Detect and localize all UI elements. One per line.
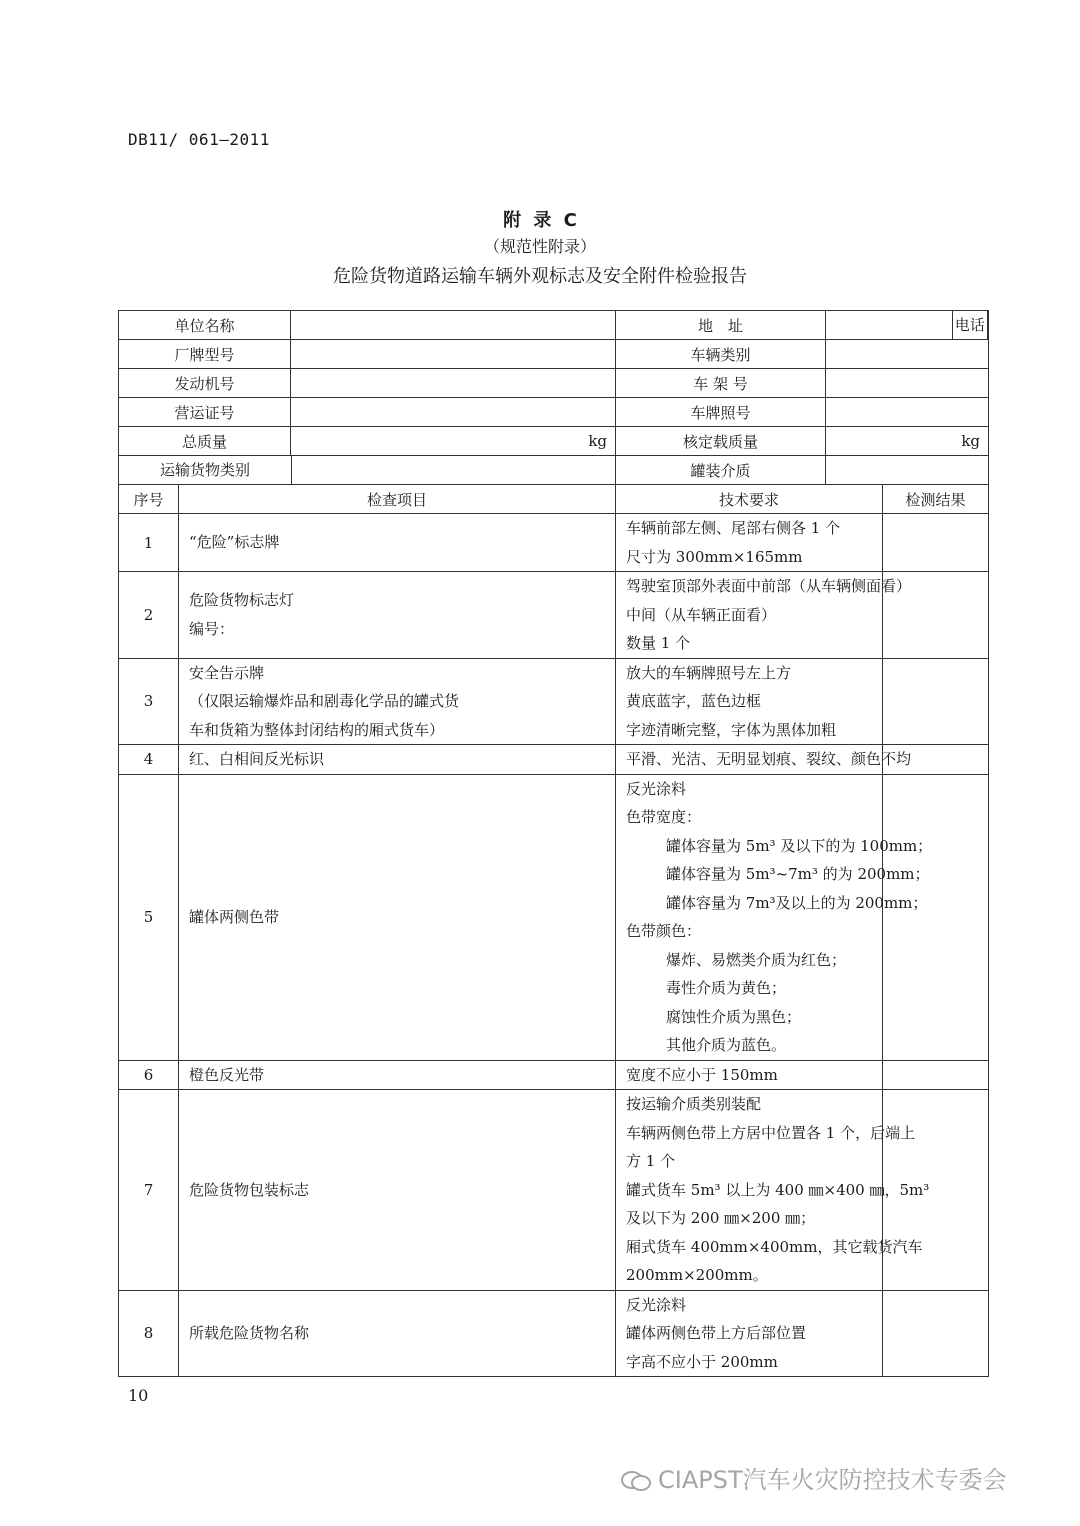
appendix-normative: （规范性附录） <box>483 237 596 256</box>
requirement-line: 车辆前部左侧、尾部右侧各 1 个 <box>626 519 841 537</box>
chassis-no-field[interactable] <box>826 369 989 398</box>
requirement-line: 驾驶室顶部外表面中前部（从车辆侧面看） <box>626 577 912 595</box>
col-item-header: 检查项目 <box>179 485 616 514</box>
rated-load-label: 核定载质量 <box>616 427 826 456</box>
tank-medium-label: 罐装介质 <box>616 456 826 485</box>
unit-name-label: 单位名称 <box>119 311 291 340</box>
requirement-line: 宽度不应小于 150mm <box>626 1065 778 1084</box>
check-result[interactable] <box>883 1060 989 1090</box>
check-item <box>179 1060 616 1090</box>
check-row <box>119 658 989 745</box>
vehicle-type-label: 车辆类别 <box>616 340 826 369</box>
col-result-header: 检测结果 <box>883 485 989 514</box>
check-item <box>179 774 616 1060</box>
check-item <box>179 514 616 572</box>
page-number: 10 <box>128 1386 149 1405</box>
check-item <box>179 745 616 775</box>
requirement-line: 按运输介质类别装配 <box>626 1095 762 1113</box>
col-req-header: 技术要求 <box>616 485 883 514</box>
watermark <box>620 1460 1007 1495</box>
rated-load-unit: kg <box>961 432 981 450</box>
check-seq: 7 <box>119 1090 179 1291</box>
check-requirement <box>616 514 883 572</box>
info-row-license <box>119 398 989 427</box>
requirement-line: 黄底蓝字，蓝色边框 <box>626 692 762 710</box>
requirement-line: 罐体两侧色带上方后部位置 <box>626 1324 807 1342</box>
column-header-row <box>119 485 989 514</box>
check-row <box>119 1090 989 1291</box>
report-title: 危险货物道路运输车辆外观标志及安全附件检验报告 <box>333 266 747 287</box>
requirement-line: 毒性介质为黄色； <box>666 979 787 997</box>
info-row-cargo <box>119 456 989 485</box>
watermark-text: CIAPST汽车火灾防控技术专委会 <box>658 1466 1007 1494</box>
check-item-line: （仅限运输爆炸品和剧毒化学品的罐式货 <box>189 692 460 710</box>
check-requirement <box>616 658 883 745</box>
check-result[interactable] <box>883 774 989 1060</box>
engine-no-label: 发动机号 <box>119 369 291 398</box>
plate-no-label: 车牌照号 <box>616 398 826 427</box>
address-field[interactable] <box>826 311 953 339</box>
check-seq: 3 <box>119 658 179 745</box>
check-requirement <box>616 1090 930 1291</box>
check-requirement <box>616 745 912 775</box>
brand-model-field[interactable] <box>291 340 616 369</box>
requirement-line: 腐蚀性介质为黑色； <box>666 1007 802 1026</box>
requirement-line: 字迹清晰完整，字体为黑体加粗 <box>626 720 837 739</box>
cargo-type-label: 运输货物类别 <box>119 456 292 484</box>
requirement-line: 尺寸为 300mm×165mm <box>626 547 803 566</box>
check-requirement <box>616 1060 883 1090</box>
check-item-line: 橙色反光带 <box>189 1065 265 1084</box>
phone-label: 电话 <box>953 311 988 339</box>
standard-number: DB11/ 061—2011 <box>128 130 270 149</box>
requirement-line: 中间（从车辆正面看） <box>626 605 777 624</box>
check-seq: 4 <box>119 745 179 775</box>
info-row-unit <box>119 311 989 340</box>
requirement-line: 反光涂料 <box>626 779 687 798</box>
check-row <box>119 774 989 1060</box>
check-result[interactable] <box>883 1290 989 1377</box>
check-item-line: 所载危险货物名称 <box>189 1324 310 1342</box>
check-item-line: “危险”标志牌 <box>189 533 280 552</box>
check-item <box>179 658 616 745</box>
requirement-line: 其他介质为蓝色。 <box>666 1036 787 1054</box>
unit-name-field[interactable] <box>291 311 616 340</box>
license-no-field[interactable] <box>291 398 616 427</box>
check-seq: 5 <box>119 774 179 1060</box>
rated-load-field[interactable] <box>826 427 989 456</box>
check-seq: 6 <box>119 1060 179 1090</box>
check-item <box>179 572 616 659</box>
check-rows <box>119 514 989 1377</box>
check-item-line: 罐体两侧色带 <box>189 907 280 926</box>
check-item-line: 危险货物标志灯 <box>189 591 295 610</box>
check-item-line: 安全告示牌 <box>189 663 265 682</box>
cargo-type-cell <box>119 456 616 485</box>
check-seq: 1 <box>119 514 179 572</box>
requirement-line: 罐体容量为 5m³~7m³ 的为 200mm； <box>666 865 930 883</box>
check-item <box>179 1090 616 1291</box>
info-row-engine <box>119 369 989 398</box>
plate-no-field[interactable] <box>826 398 989 427</box>
requirement-line: 色带宽度： <box>626 808 702 826</box>
info-row-brand <box>119 340 989 369</box>
total-mass-label: 总质量 <box>119 427 291 456</box>
requirement-line: 罐体容量为 7m³及以上的为 200mm； <box>666 893 928 912</box>
requirement-line: 方 1 个 <box>626 1152 676 1170</box>
requirement-line: 放大的车辆牌照号左上方 <box>626 663 792 682</box>
requirement-line: 罐式货车 5m³ 以上为 400 ㎜×400 ㎜，5m³ <box>626 1180 930 1199</box>
check-requirement <box>616 774 933 1060</box>
check-item-line: 编号： <box>189 619 235 638</box>
requirement-line: 爆炸、易燃类介质为红色； <box>666 950 847 969</box>
appendix-title: 附 录 C <box>503 210 577 231</box>
requirement-line: 罐体容量为 5m³ 及以下的为 100mm； <box>666 836 933 855</box>
check-seq: 8 <box>119 1290 179 1377</box>
check-row <box>119 1290 989 1377</box>
tank-medium-field[interactable] <box>826 456 989 485</box>
check-seq: 2 <box>119 572 179 659</box>
requirement-line: 平滑、光洁、无明显划痕、裂纹、颜色不均 <box>626 750 912 768</box>
col-seq-header: 序号 <box>119 485 179 514</box>
check-row <box>119 745 989 775</box>
engine-no-field[interactable] <box>291 369 616 398</box>
info-row-mass <box>119 427 989 456</box>
brand-model-label: 厂牌型号 <box>119 340 291 369</box>
check-row <box>119 514 989 572</box>
requirement-line: 色带颜色： <box>626 922 702 940</box>
check-item-line: 危险货物包装标志 <box>189 1180 310 1199</box>
wechat-icon <box>620 1470 652 1492</box>
address-phone-cell <box>826 311 989 340</box>
check-item-line: 红、白相间反光标识 <box>189 750 325 768</box>
requirement-line: 反光涂料 <box>626 1295 687 1314</box>
total-mass-unit: kg <box>588 432 608 450</box>
requirement-line: 200mm×200mm。 <box>626 1266 768 1284</box>
check-item-line: 车和货箱为整体封闭结构的厢式货车） <box>189 720 445 739</box>
check-requirement <box>616 1290 883 1377</box>
chassis-no-label: 车 架 号 <box>616 369 826 398</box>
address-label: 地 址 <box>616 311 826 340</box>
requirement-line: 数量 1 个 <box>626 634 691 652</box>
check-row <box>119 572 989 659</box>
requirement-line: 车辆两侧色带上方居中位置各 1 个，后端上 <box>626 1123 916 1142</box>
requirement-line: 及以下为 200 ㎜×200 ㎜； <box>626 1209 816 1227</box>
requirement-line: 字高不应小于 200mm <box>626 1352 778 1371</box>
total-mass-field[interactable] <box>291 427 616 456</box>
check-result[interactable] <box>883 514 989 572</box>
license-no-label: 营运证号 <box>119 398 291 427</box>
check-item <box>179 1290 616 1377</box>
check-row <box>119 1060 989 1090</box>
cargo-type-field[interactable] <box>292 456 615 484</box>
check-requirement <box>616 572 912 659</box>
check-result[interactable] <box>883 658 989 745</box>
vehicle-type-field[interactable] <box>826 340 989 369</box>
requirement-line: 厢式货车 400mm×400mm，其它载货汽车 <box>626 1237 923 1256</box>
inspection-report-table <box>118 310 989 1377</box>
